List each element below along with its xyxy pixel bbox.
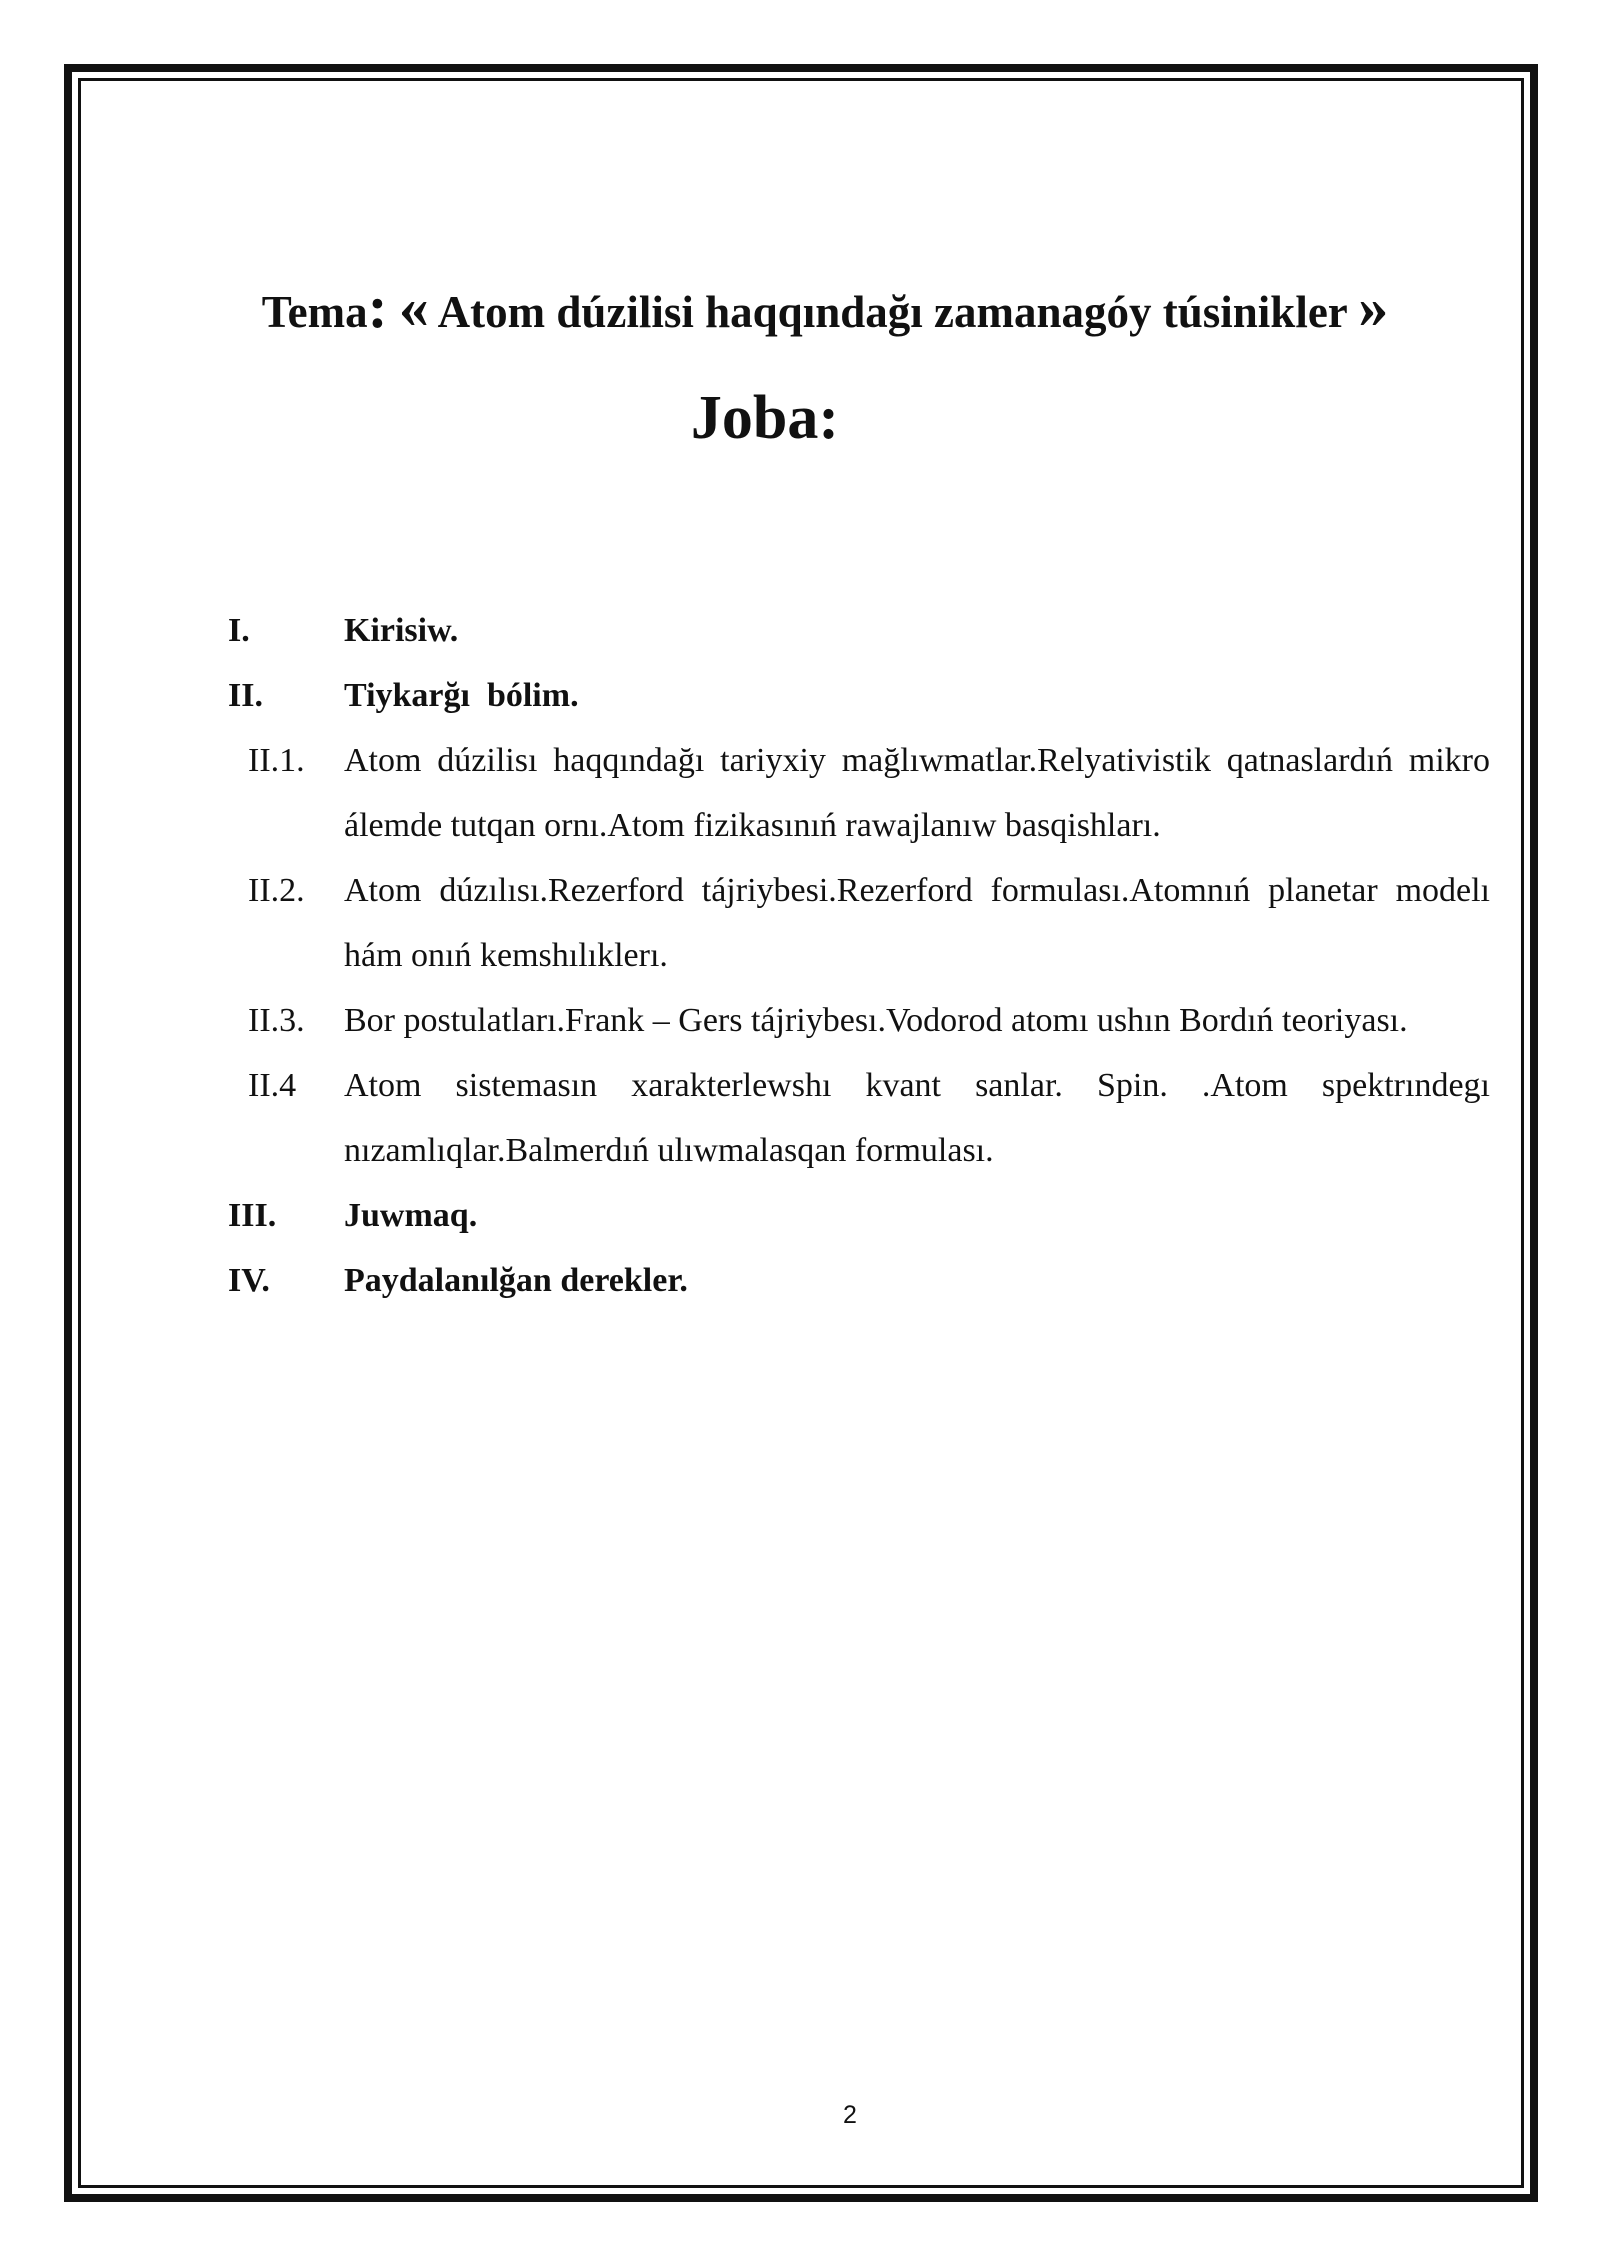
outline-item (228, 728, 1490, 858)
outline-text: Atom dúzilisı haqqındağı tariyxiy mağlıwmatlar.Relyativistik qatnaslardıń mikro álemde tutqan ornı.Atom fizikasınıń rawajlanıw basqishları. (344, 742, 1490, 844)
topic-text: Atom dúzilisi haqqındağı zamanagóy túsinikler (437, 287, 1347, 337)
outline-item (228, 1183, 1490, 1248)
outline-item (228, 663, 1490, 728)
outline-text: Kirisiw. (344, 612, 459, 649)
outline-text: Atom sistemasın xarakterlewshı kvant sanlar. Spin. .Atom spektrındegı nızamlıqlar.Balmerdıń ulıwmalasqan formulası. (344, 1067, 1490, 1169)
outline-text: Tiykarğı bólim. (344, 677, 579, 714)
page-number: 2 (843, 2101, 857, 2129)
close-quote: » (1358, 274, 1389, 340)
plan-heading: Joba: (690, 384, 840, 452)
outline-number: II. (228, 677, 263, 714)
outline-number: II.4 (248, 1067, 297, 1104)
outline-number: III. (228, 1197, 277, 1234)
plan-outline (228, 598, 1490, 1313)
outline-item (228, 988, 1490, 1053)
outline-text: Bor postulatları.Frank – Gers tájriybesı.Vodorod atomı ushın Bordıń teoriyası. (344, 1002, 1408, 1039)
outline-number: II.2. (248, 872, 305, 909)
outline-number: II.1. (248, 742, 305, 779)
outline-item (228, 1053, 1490, 1183)
outline-text: Paydalanılğan derekler. (344, 1262, 688, 1299)
outline-item (228, 1248, 1490, 1313)
outline-number: I. (228, 612, 250, 649)
topic-label: Tema (261, 287, 368, 337)
outline-text: Atom dúzılısı.Rezerford tájriybesi.Rezerford formulası.Atomnıń planetar modelı hám onıń kemshılıklerı. (344, 872, 1490, 974)
topic-title (0, 272, 1600, 347)
outline-number: IV. (228, 1262, 270, 1299)
outline-number: II.3. (248, 1002, 305, 1039)
outline-item (228, 858, 1490, 988)
topic-colon: : (367, 274, 388, 340)
outline-text: Juwmaq. (344, 1197, 478, 1234)
open-quote: « (398, 274, 429, 340)
outline-item (228, 598, 1490, 663)
